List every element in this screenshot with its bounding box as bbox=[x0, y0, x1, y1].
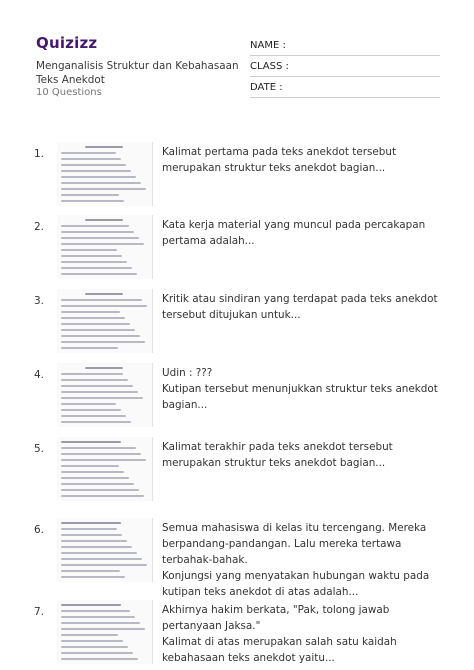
name-label: NAME : bbox=[250, 40, 286, 51]
thumbnail-text-line bbox=[61, 465, 119, 467]
thumbnail-text-line bbox=[61, 658, 138, 660]
question-text bbox=[162, 365, 452, 413]
thumbnail-text-line bbox=[61, 459, 146, 461]
thumbnail-text-line bbox=[61, 329, 135, 331]
thumbnail-text-line bbox=[61, 421, 131, 423]
question-number: 6. bbox=[34, 524, 45, 536]
thumbnail-text-line bbox=[61, 267, 132, 269]
thumbnail-text-line bbox=[61, 546, 132, 548]
question-item bbox=[0, 295, 474, 365]
question-count: 10 Questions bbox=[36, 87, 102, 98]
question-line: Semua mahasiswa di kelas itu tercengang. Mereka berpandang-pandangan. Lalu mereka tertawa terbahak-bahak. bbox=[162, 522, 427, 566]
question-line: Kutipan tersebut menunjukkan struktur teks anekdot bagian... bbox=[162, 383, 438, 411]
question-item bbox=[0, 606, 474, 670]
name-underline bbox=[250, 55, 440, 56]
thumbnail-text-line bbox=[61, 243, 144, 245]
question-text bbox=[162, 291, 452, 323]
thumbnail-text-line bbox=[61, 164, 126, 166]
question-text bbox=[162, 520, 452, 600]
thumbnail-text-line bbox=[61, 152, 116, 154]
thumbnail-heading bbox=[61, 441, 121, 443]
question-number: 2. bbox=[34, 221, 45, 233]
thumbnail-text-line bbox=[61, 335, 140, 337]
question-image bbox=[57, 289, 153, 353]
worksheet-title: Menganalisis Struktur dan Kebahasaan Teks Anekdot bbox=[36, 60, 239, 86]
class-label: CLASS : bbox=[250, 61, 289, 72]
thumbnail-text-line bbox=[61, 616, 135, 618]
question-number: 4. bbox=[34, 369, 45, 381]
question-image bbox=[57, 437, 153, 501]
thumbnail-text-line bbox=[61, 323, 130, 325]
thumbnail-text-line bbox=[61, 564, 147, 566]
question-image bbox=[57, 518, 153, 582]
question-image bbox=[57, 142, 153, 206]
question-item bbox=[0, 369, 474, 439]
name-field[interactable] bbox=[250, 40, 440, 54]
thumbnail-text-line bbox=[61, 640, 123, 642]
question-item bbox=[0, 148, 474, 218]
question-number: 3. bbox=[34, 295, 45, 307]
thumbnail-text-line bbox=[61, 415, 126, 417]
thumbnail-text-line bbox=[61, 576, 125, 578]
thumbnail-text-line bbox=[61, 225, 129, 227]
thumbnail-text-line bbox=[61, 299, 142, 301]
thumbnail-text-line bbox=[61, 255, 122, 257]
question-text bbox=[162, 602, 452, 666]
question-text bbox=[162, 439, 452, 471]
question-image bbox=[57, 215, 153, 279]
question-line: Akhirnya hakim berkata, "Pak, tolong jawab pertanyaan Jaksa." bbox=[162, 604, 390, 632]
thumbnail-text-line bbox=[61, 182, 141, 184]
class-underline bbox=[250, 76, 440, 77]
question-line: Kata kerja material yang muncul pada percakapan pertama adalah... bbox=[162, 219, 426, 247]
thumbnail-heading bbox=[61, 604, 121, 606]
thumbnail-text-line bbox=[61, 373, 123, 375]
date-field[interactable] bbox=[250, 82, 440, 96]
question-line: Konjungsi yang menyatakan hubungan waktu pada kutipan teks anekdot di atas adalah... bbox=[162, 570, 430, 598]
thumbnail-text-line bbox=[61, 646, 128, 648]
thumbnail-text-line bbox=[61, 249, 117, 251]
thumbnail-text-line bbox=[61, 200, 124, 202]
class-field[interactable] bbox=[250, 61, 440, 75]
thumbnail-text-line bbox=[61, 409, 121, 411]
thumbnail-text-line bbox=[61, 610, 130, 612]
thumbnail-text-line bbox=[61, 453, 141, 455]
thumbnail-text-line bbox=[61, 311, 120, 313]
date-label: DATE : bbox=[250, 82, 283, 93]
thumbnail-text-line bbox=[61, 305, 147, 307]
question-item bbox=[0, 443, 474, 513]
question-number: 7. bbox=[34, 606, 45, 618]
thumbnail-text-line bbox=[61, 176, 136, 178]
thumbnail-text-line bbox=[61, 170, 131, 172]
thumbnail-text-line bbox=[61, 570, 120, 572]
thumbnail-text-line bbox=[61, 558, 142, 560]
thumbnail-text-line bbox=[61, 188, 146, 190]
question-image bbox=[57, 600, 153, 664]
thumbnail-text-line bbox=[61, 471, 124, 473]
question-item bbox=[0, 221, 474, 291]
quizizz-logo: Quizizz bbox=[36, 34, 98, 52]
thumbnail-text-line bbox=[61, 194, 119, 196]
thumbnail-text-line bbox=[61, 158, 121, 160]
thumbnail-text-line bbox=[61, 652, 133, 654]
thumbnail-text-line bbox=[61, 634, 118, 636]
thumbnail-text-line bbox=[61, 237, 139, 239]
thumbnail-text-line bbox=[61, 379, 128, 381]
thumbnail-text-line bbox=[61, 261, 127, 263]
question-line: Kritik atau sindiran yang terdapat pada teks anekdot tersebut ditujukan untuk... bbox=[162, 293, 438, 321]
thumbnail-text-line bbox=[61, 540, 127, 542]
thumbnail-text-line bbox=[61, 552, 137, 554]
thumbnail-text-line bbox=[61, 341, 145, 343]
question-line: Udin : ??? bbox=[162, 367, 213, 379]
question-text bbox=[162, 217, 452, 249]
question-item bbox=[0, 522, 474, 598]
thumbnail-text-line bbox=[61, 495, 144, 497]
thumbnail-text-line bbox=[61, 397, 143, 399]
thumbnail-text-line bbox=[61, 534, 122, 536]
thumbnail-text-line bbox=[61, 528, 117, 530]
thumbnail-text-line bbox=[61, 391, 138, 393]
thumbnail-heading bbox=[61, 522, 121, 524]
date-underline bbox=[250, 97, 440, 98]
thumbnail-text-line bbox=[61, 347, 118, 349]
question-line: Kalimat pertama pada teks anekdot tersebut merupakan struktur teks anekdot bagian... bbox=[162, 146, 397, 174]
thumbnail-heading bbox=[85, 146, 123, 148]
thumbnail-text-line bbox=[61, 447, 136, 449]
thumbnail-text-line bbox=[61, 477, 129, 479]
thumbnail-heading bbox=[85, 367, 123, 369]
thumbnail-text-line bbox=[61, 483, 134, 485]
thumbnail-text-line bbox=[61, 231, 134, 233]
thumbnail-text-line bbox=[61, 622, 140, 624]
question-number: 1. bbox=[34, 148, 45, 160]
thumbnail-text-line bbox=[61, 489, 139, 491]
thumbnail-text-line bbox=[61, 403, 116, 405]
question-number: 5. bbox=[34, 443, 45, 455]
question-line: Kalimat di atas merupakan salah satu kaidah kebahasaan teks anekdot yaitu... bbox=[162, 636, 397, 664]
thumbnail-heading bbox=[85, 293, 123, 295]
worksheet-header bbox=[0, 0, 474, 110]
thumbnail-text-line bbox=[61, 628, 145, 630]
question-line: Kalimat terakhir pada teks anekdot tersebut merupakan struktur teks anekdot bagian... bbox=[162, 441, 393, 469]
question-text bbox=[162, 144, 452, 176]
thumbnail-text-line bbox=[61, 317, 125, 319]
thumbnail-text-line bbox=[61, 273, 137, 275]
thumbnail-heading bbox=[85, 219, 123, 221]
question-image bbox=[57, 363, 153, 427]
thumbnail-text-line bbox=[61, 385, 133, 387]
